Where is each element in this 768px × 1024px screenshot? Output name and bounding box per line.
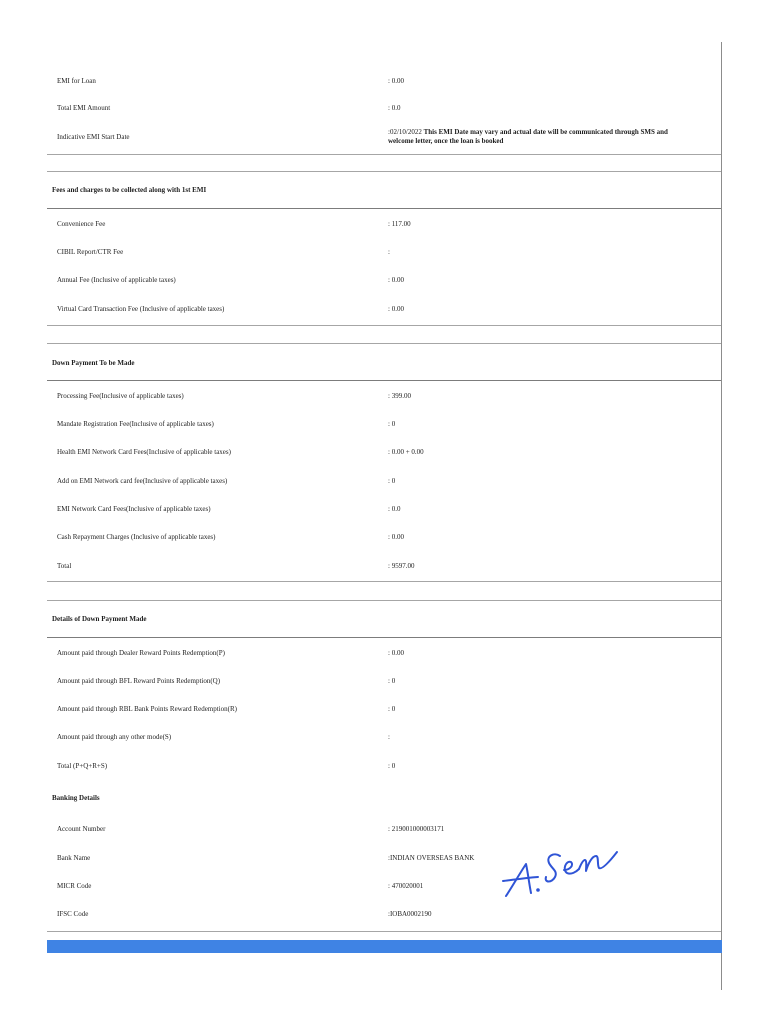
emi-start-date-value-line-2 <box>0 136 720 146</box>
row-value: : 0.00 <box>388 77 404 85</box>
row-value: : 0 <box>388 762 396 770</box>
row-bfl-reward-points <box>0 676 720 686</box>
row-label: Mandate Registration Fee(Inclusive of applicable taxes) <box>57 420 214 428</box>
emi-start-date: :02/10/2022 <box>388 128 422 136</box>
signature-image <box>500 843 628 901</box>
divider <box>47 325 721 326</box>
row-value: : 0.00 <box>388 276 404 284</box>
row-label: Indicative EMI Start Date <box>57 133 130 141</box>
row-value: : 9597.00 <box>388 562 415 570</box>
divider <box>47 208 721 209</box>
divider <box>47 637 721 638</box>
row-down-payment-total <box>0 561 720 571</box>
row-processing-fee <box>0 391 720 401</box>
row-convenience-fee <box>0 219 720 229</box>
row-cibil-report-fee <box>0 247 720 257</box>
row-emi-for-loan <box>0 76 720 86</box>
signature-strokes <box>503 852 617 896</box>
row-label: IFSC Code <box>57 910 89 918</box>
row-label: Total (P+Q+R+S) <box>57 762 108 770</box>
row-label: Annual Fee (Inclusive of applicable taxes) <box>57 276 176 284</box>
row-value: : 0 <box>388 705 396 713</box>
row-value: : 0.0 <box>388 505 401 513</box>
row-value: : 0 <box>388 420 396 428</box>
row-value: : <box>388 733 390 741</box>
row-label: Cash Repayment Charges (Inclusive of applicable taxes) <box>57 533 216 541</box>
row-dealer-reward-points <box>0 648 720 658</box>
divider <box>47 600 721 601</box>
signature-dot <box>536 888 540 892</box>
row-virtual-card-transaction-fee <box>0 304 720 314</box>
row-total-emi-amount <box>0 103 720 113</box>
footer-color-bar <box>47 940 722 953</box>
row-ifsc-code <box>0 909 720 919</box>
divider <box>47 380 721 381</box>
row-label: Amount paid through any other mode(S) <box>57 733 172 741</box>
row-value: : 0.0 <box>388 104 401 112</box>
row-label: Amount paid through Dealer Reward Points Redemption(P) <box>57 649 225 657</box>
row-label: Convenience Fee <box>57 220 106 228</box>
row-value: : 399.00 <box>388 392 411 400</box>
row-account-number <box>0 824 720 834</box>
row-rbl-bank-points <box>0 704 720 714</box>
row-value: : 117.00 <box>388 220 411 228</box>
row-label: Virtual Card Transaction Fee (Inclusive of applicable taxes) <box>57 305 225 313</box>
row-label: Bank Name <box>57 854 91 862</box>
row-label: EMI Network Card Fees(Inclusive of applicable taxes) <box>57 505 211 513</box>
section-title-fees: Fees and charges to be collected along with 1st EMI <box>52 186 207 194</box>
row-value: : 470020001 <box>388 882 424 890</box>
divider <box>47 931 721 932</box>
row-other-mode <box>0 732 720 742</box>
divider <box>47 171 721 172</box>
row-value: : 0 <box>388 677 396 685</box>
section-title-down-payment: Down Payment To be Made <box>52 359 135 367</box>
row-health-emi-network-card-fees <box>0 447 720 457</box>
emi-date-note: This EMI Date may vary and actual date will be communicated through SMS and <box>423 128 668 136</box>
row-label: Amount paid through RBL Bank Points Reward Redemption(R) <box>57 705 237 713</box>
row-value: : 0.00 <box>388 305 404 313</box>
emi-date-note-continued: welcome letter, once the loan is booked <box>388 137 504 145</box>
row-value: : 0.00 <box>388 533 404 541</box>
row-emi-network-card-fees <box>0 504 720 514</box>
row-label: Account Number <box>57 825 106 833</box>
row-value: : <box>388 248 390 256</box>
row-label: MICR Code <box>57 882 92 890</box>
divider <box>47 581 721 582</box>
right-border-line <box>721 42 722 990</box>
divider <box>47 343 721 344</box>
divider <box>47 154 721 155</box>
row-add-on-emi-network-card-fee <box>0 476 720 486</box>
row-value: : 219001000003171 <box>388 825 445 833</box>
row-label: Amount paid through BFL Reward Points Redemption(Q) <box>57 677 221 685</box>
row-value: : 0.00 <box>388 649 404 657</box>
row-label: CIBIL Report/CTR Fee <box>57 248 124 256</box>
row-label: Health EMI Network Card Fees(Inclusive of applicable taxes) <box>57 448 231 456</box>
row-value: :INDIAN OVERSEAS BANK <box>388 854 475 862</box>
row-annual-fee <box>0 275 720 285</box>
row-label: Add on EMI Network card fee(Inclusive of applicable taxes) <box>57 477 228 485</box>
row-label: Total EMI Amount <box>57 104 111 112</box>
row-value: : 0 <box>388 477 396 485</box>
row-label: Total <box>57 562 72 570</box>
section-title-down-payment-details: Details of Down Payment Made <box>52 615 147 623</box>
row-details-total <box>0 761 720 771</box>
row-value: : 0.00 + 0.00 <box>388 448 424 456</box>
row-value: :IOBA0002190 <box>388 910 432 918</box>
section-title-banking: Banking Details <box>52 794 100 802</box>
row-mandate-registration-fee <box>0 419 720 429</box>
row-cash-repayment-charges <box>0 532 720 542</box>
row-label: Processing Fee(Inclusive of applicable taxes) <box>57 392 184 400</box>
row-label: EMI for Loan <box>57 77 96 85</box>
